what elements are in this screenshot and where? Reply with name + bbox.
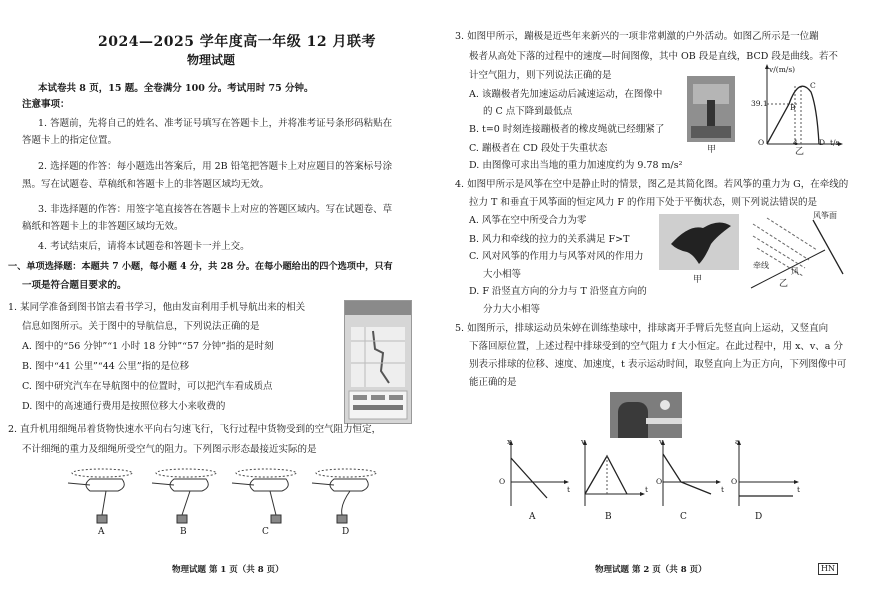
- q4-option-b: B. 风力和牵线的拉力的关系满足 F>T: [469, 234, 630, 245]
- section-heading-cont: 一项是符合题目要求的。: [22, 280, 127, 291]
- q3-stem: 极者从高处下落的过程中的速度—时间图像，其中 OB 段是直线，BCD 段是曲线。若不: [469, 51, 838, 62]
- graph-xvalue: 4: [793, 138, 798, 147]
- page-2: [435, 0, 870, 603]
- exam-title: 2024—2025 学年度高一年级 12 月联考: [98, 34, 377, 50]
- q3-option-a-cont: 的 C 点下降到最低点: [483, 106, 573, 117]
- q1-option-d: D. 图中的高速通行费用是按照位移大小来收费的: [22, 401, 226, 412]
- graph-ylabel: v/(m/s): [769, 65, 796, 74]
- graph-b: [581, 437, 645, 506]
- label-kite-face: 风筝面: [813, 211, 837, 220]
- page-footer: 物理试题 第 2 页（共 8 页）: [595, 565, 707, 575]
- q2-stem: 2. 直升机用细绳吊着货物快速水平向右匀速飞行，飞行过程中货物受到的空气阻力恒定，: [8, 424, 382, 435]
- page-footer: 物理试题 第 1 页（共 8 页）: [172, 565, 284, 575]
- option-label: A: [98, 527, 105, 537]
- graph-option-label: A: [529, 512, 536, 522]
- q1-option-b: B. 图中“41 公里”“44 公里”指的是位移: [22, 361, 190, 372]
- motion-graphs: [503, 438, 803, 508]
- label-wind: 风: [791, 267, 799, 276]
- graph-origin: O: [758, 138, 765, 147]
- q4-option-c: C. 风对风筝的作用力与风筝对风的作用力: [469, 251, 644, 262]
- q4-stem: 4. 如图甲所示是风筝在空中是静止时的情景，图乙是其简化图。若风筝的重力为 G，在牵线的: [455, 179, 849, 190]
- option-label: D: [342, 527, 350, 537]
- q1-option-a: A. 图中的“56 分钟”“1 小时 18 分钟”“57 分钟”指的是时刻: [22, 341, 274, 352]
- q3-option-c: C. 蹦极者在 CD 段处于失重状态: [469, 143, 608, 154]
- graph-option-label: C: [680, 512, 687, 522]
- graph-time-label: t: [645, 485, 649, 494]
- graph-xlabel: t/s: [830, 138, 840, 147]
- graph-axis-label: v: [581, 437, 586, 446]
- q4-option-d: D. F 沿竖直方向的分力与 T 沿竖直方向的: [469, 286, 647, 297]
- caption-yi: 乙: [795, 147, 805, 157]
- q5-stem: 下落回原位置，上述过程中排球受到的空气阻力 f 大小恒定。在此过程中，用 x、v、a 分: [469, 341, 843, 352]
- volleyball-photo: [610, 392, 682, 438]
- graph-time-label: t: [721, 485, 725, 494]
- navigation-map-image: [344, 300, 412, 424]
- region-badge: HN: [818, 563, 838, 575]
- graph-point: C: [810, 81, 816, 90]
- q3-stem: 计空气阻力，则下列说法正确的是: [469, 70, 612, 81]
- q4-option-a: A. 风筝在空中所受合力为零: [469, 215, 587, 226]
- caption-jia: 甲: [693, 275, 703, 285]
- q2-stem: 不计细绳的重力及细绳所受空气的阻力。下列图示形态最接近实际的是: [22, 444, 317, 455]
- graph-origin: O: [499, 477, 506, 486]
- q5-stem: 别表示排球的位移、速度、加速度，t 表示运动时间，取竖直向上为正方向，下列图像中可: [469, 359, 847, 370]
- notice-line: 黑。写在试题卷、草稿纸和答题卡上的非答题区域均无效。: [22, 179, 270, 190]
- notice-line: 3. 非选择题的作答：用签字笔直接答在答题卡上对应的答题区域内。写在试题卷、草: [38, 204, 393, 215]
- q3-option-a: A. 该蹦极者先加速运动后减速运动，在图像中: [469, 89, 663, 100]
- graph-option-label: B: [605, 512, 612, 522]
- graph-axis-label: a: [735, 437, 740, 446]
- q3-stem: 3. 如图甲所示，蹦极是近些年来新兴的一项非常刺激的户外活动。如图乙所示是一位蹦: [455, 31, 819, 42]
- graph-time-label: t: [797, 485, 801, 494]
- helicopter-option-a: [68, 469, 132, 523]
- q4-stem: 拉力 T 和垂直于风筝面的恒定风力 F 的作用下处于平衡状态，则下列说法错误的是: [469, 197, 818, 208]
- graph-origin: O: [656, 477, 663, 486]
- kite-force-diagram: [747, 211, 857, 294]
- caption-yi: 乙: [779, 279, 789, 289]
- caption-jia: 甲: [707, 145, 717, 155]
- q4-option-c-cont: 大小相等: [483, 269, 522, 280]
- q1-option-c: C. 图中研究汽车在导航图中的位置时，可以把汽车看成质点: [22, 381, 273, 392]
- helicopter-option-d: [312, 469, 376, 523]
- bungee-photo: [687, 76, 735, 142]
- helicopter-option-b: [152, 469, 216, 523]
- graph-option-label: D: [755, 512, 763, 522]
- q3-option-d: D. 由图像可求出当地的重力加速度约为 9.78 m/s²: [469, 160, 683, 171]
- q4-option-d-cont: 分力大小相等: [483, 304, 541, 315]
- graph-point: D: [819, 138, 826, 147]
- graph-axis-label: v: [659, 437, 664, 446]
- graph-origin: O: [731, 477, 738, 486]
- exam-info: 本试卷共 8 页，15 题。全卷满分 100 分。考试用时 75 分钟。: [38, 83, 314, 94]
- graph-a: [507, 437, 569, 506]
- kite-photo: [659, 214, 739, 270]
- graph-axis-label: x: [507, 437, 512, 446]
- q5-stem: 5. 如图所示，排球运动员朱婷在训练垫球中，排球离开手臂后先竖直向上运动，又竖直向: [455, 323, 829, 334]
- graph-point: B: [790, 103, 796, 112]
- graph-yvalue: 39.1: [751, 99, 768, 108]
- label-line: 牵线: [753, 261, 769, 270]
- velocity-time-graph: [755, 62, 845, 147]
- option-label: C: [262, 527, 269, 537]
- notice-line: 1. 答题前，先将自己的姓名、准考证号填写在答题卡上，并将准考证号条形码粘贴在: [38, 118, 393, 129]
- notice-line: 2. 选择题的作答：每小题选出答案后，用 2B 铅笔把答题卡上对应题目的答案标号涂: [38, 161, 393, 172]
- notice-line: 4. 考试结束后，请将本试题卷和答题卡一并上交。: [38, 241, 250, 252]
- helicopter-option-c: [232, 469, 296, 523]
- notice-line: 稿纸和答题卡上的非答题区域均无效。: [22, 221, 184, 232]
- graph-d: [735, 437, 799, 506]
- notice-heading: 注意事项：: [22, 99, 70, 110]
- notice-line: 答题卡上的指定位置。: [22, 135, 118, 146]
- q5-stem: 能正确的是: [469, 377, 517, 388]
- graph-c: [659, 437, 721, 506]
- q1-stem: 1. 某同学准备到图书馆去看书学习，他由发亩利用手机导航出来的相关: [8, 302, 306, 313]
- option-label: B: [180, 527, 187, 537]
- graph-time-label: t: [567, 485, 571, 494]
- q3-option-b: B. t=0 时刻连接蹦极者的橡皮绳就已经绷紧了: [469, 124, 665, 135]
- exam-subject: 物理试题: [187, 53, 236, 67]
- q1-stem: 信息如图所示。关于图中的导航信息，下列说法正确的是: [22, 321, 260, 332]
- section-heading: 一、单项选择题：本题共 7 小题，每小题 4 分，共 28 分。在每小题给出的四个选项中，只有: [8, 261, 393, 272]
